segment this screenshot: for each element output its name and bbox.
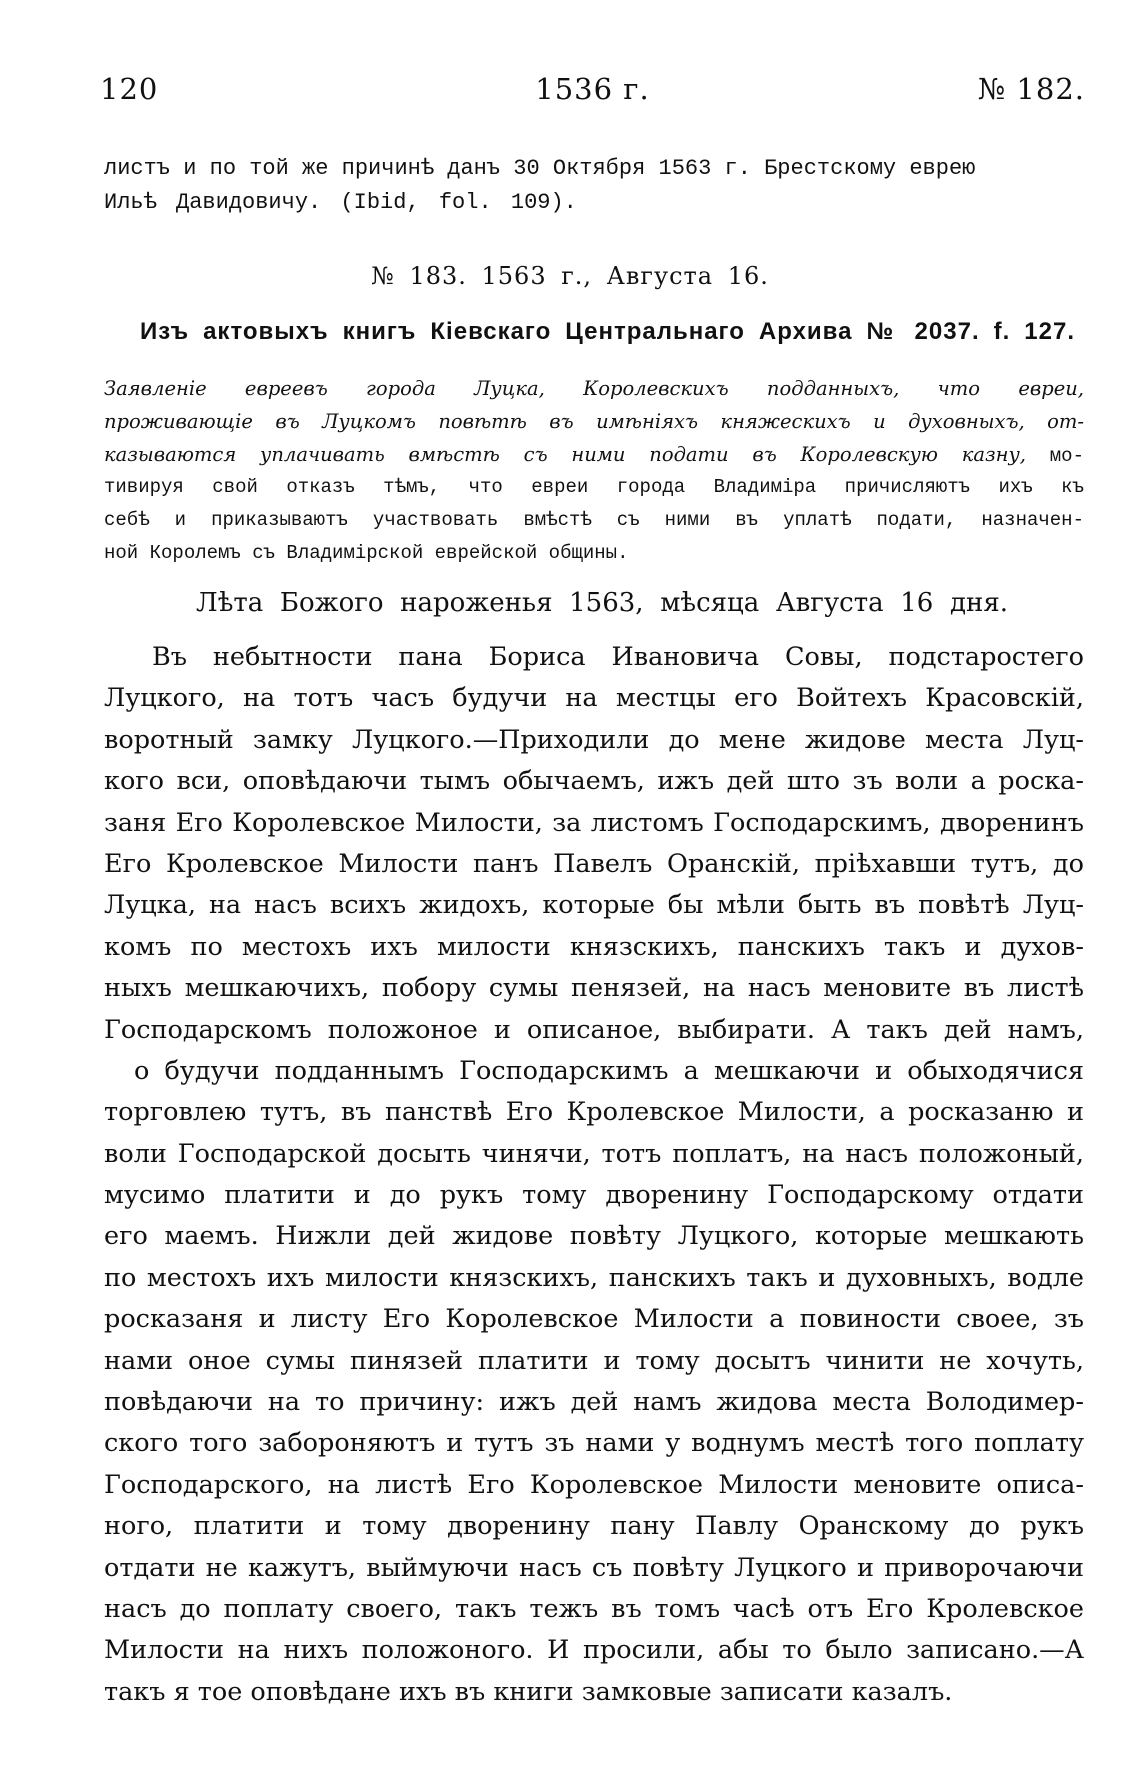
body-line: комъ по местохъ ихъ милости князскихъ, панскихъ такъ и духов- xyxy=(104,931,1084,962)
document-summary xyxy=(104,372,1084,570)
body-line: Его Кролевское Милости панъ Павелъ Оранскій, пріѣхавши тутъ, до xyxy=(104,848,1084,879)
body-line: торговлею тутъ, въ панствѣ Его Кролевское Милости, а росказаню и xyxy=(104,1097,1084,1128)
running-head-document-number: № 182. xyxy=(977,72,1085,106)
summary-line: Заявленіе евреевъ города Луцка, Королевскихъ подданныхъ, что евреи, xyxy=(104,377,1084,400)
summary-line-mixed xyxy=(104,438,1084,471)
body-line: насъ до поплату своего, такъ тежъ въ томъ часѣ отъ Его Кролевское xyxy=(104,1593,1084,1624)
body-line: его маемъ. Нижли дей жидове повѣту Луцкого, которые мешкають xyxy=(104,1221,1084,1252)
page-number: 120 xyxy=(100,72,159,106)
summary-line: проживающіе въ Луцкомъ повѣтѣ въ имѣніяхъ княжескихъ и духовныхъ, от- xyxy=(104,410,1084,433)
document-dateline: Лѣта Божого нароженья 1563, мѣсяца Августа 16 дня. xyxy=(196,588,1008,618)
body-line: кого вси, оповѣдаючи тымъ обычаемъ, ижъ дей што зъ воли а роска- xyxy=(104,766,1084,797)
body-line: ного, платити и тому дворенину пану Павлу Оранскому до рукъ xyxy=(104,1511,1084,1542)
body-line: такъ я тое оповѣдане ихъ въ книги замковые записати казалъ. xyxy=(104,1676,953,1707)
running-head-year: 1536 г. xyxy=(535,72,650,106)
previous-document-continuation xyxy=(104,152,1084,220)
body-line: Господарскомъ положоное и описаное, выбирати. А такъ дей намъ, xyxy=(104,1014,1084,1045)
summary-line-italic-part: казываются уплачивать вмѣстѣ съ ними подати въ Королевскую казну, xyxy=(104,443,1026,466)
continuation-line: Ильѣ Давидовичу. (Ibid, fol. 109). xyxy=(104,190,577,215)
body-line: отдати не кажутъ, выймуючи насъ съ повѣту Луцкого и приворочаючи xyxy=(104,1552,1084,1583)
body-line: росказаня и листу Его Королевское Милости а повиности своее, зъ xyxy=(104,1304,1084,1335)
summary-line: тивируя свой отказъ тѣмъ, что евреи города Владиміра причисляютъ ихъ къ xyxy=(104,476,1084,498)
body-line: воли Господарской досыть чинячи, тотъ поплатъ, на насъ положоный, xyxy=(104,1138,1084,1169)
summary-line-roman-part: мо- xyxy=(1049,445,1084,467)
summary-line: себѣ и приказываютъ участвовать вмѣстѣ съ ними въ уплатѣ подати, назначен- xyxy=(104,509,1084,531)
body-line: повѣдаючи на то причину: ижъ дей намъ жидова места Володимер- xyxy=(104,1387,1084,1418)
body-line: ныхъ мешкаючихъ, побору сумы пенязей, на насъ меновите въ листѣ xyxy=(104,973,1084,1004)
body-line: Господарского, на листѣ Его Королевское Милости меновите описа- xyxy=(104,1469,1084,1500)
body-line: по местохъ ихъ милости князскихъ, панскихъ такъ и духовныхъ, водле xyxy=(104,1262,1084,1293)
body-line: заня Его Королевское Милости, за листомъ Господарскимъ, дворенинъ xyxy=(104,807,1084,838)
body-line: ского того забороняютъ и тутъ зъ нами у воднумъ местѣ того поплату xyxy=(104,1428,1084,1459)
continuation-line: листъ и по той же причинѣ данъ 30 Октября 1563 г. Брестскому еврею xyxy=(104,156,976,181)
document-body xyxy=(104,637,1084,1713)
body-line: Луцка, на насъ всихъ жидохъ, которые бы мѣли быть въ повѣтѣ Луц- xyxy=(104,890,1084,921)
body-line: мусимо платити и до рукъ тому дворенину Господарскому отдати xyxy=(104,1180,1084,1211)
summary-line: ной Королемъ съ Владимірской еврейской общины. xyxy=(104,542,629,564)
body-line: о будучи подданнымъ Господарскимъ а мешкаючи и обыходячися xyxy=(134,1055,1084,1086)
document-heading: № 183. 1563 г., Августа 16. xyxy=(371,262,769,290)
body-line: Милости на нихъ положоного. И просили, абы то было записано.—А xyxy=(104,1635,1084,1666)
body-line: Луцкого, на тотъ часъ будучи на местцы его Войтехъ Красовскій, xyxy=(104,683,1084,714)
archive-source-line: Изъ актовыхъ книгъ Кіевскаго Центральнаго Архива № 2037. f. 127. xyxy=(140,318,1075,345)
running-head xyxy=(100,72,1085,116)
body-line: нами оное сумы пинязей платити и тому досытъ чинити не хочуть, xyxy=(104,1345,1084,1376)
body-line: воротный замку Луцкого.—Приходили до мене жидове места Луц- xyxy=(104,724,1084,755)
body-line: Въ небытности пана Бориса Ивановича Совы, подстаростего xyxy=(152,642,1084,672)
